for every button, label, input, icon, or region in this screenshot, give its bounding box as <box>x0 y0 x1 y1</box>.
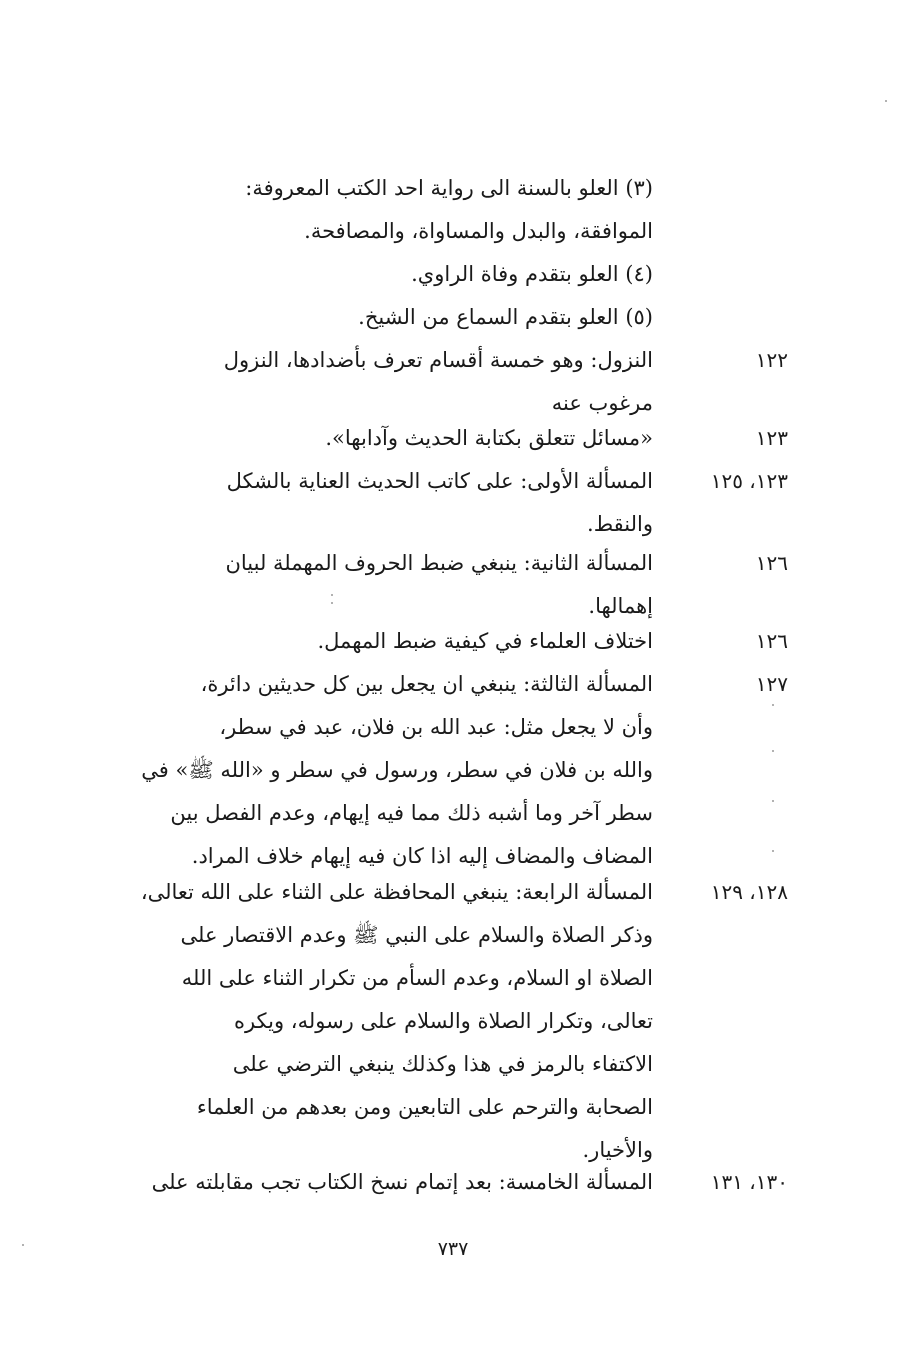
entry-text <box>118 620 653 663</box>
entry-line: المسألة الثالثة: ينبغي ان يجعل بين كل حديثين دائرة، <box>200 672 653 696</box>
scan-speck <box>772 850 774 852</box>
entry-line: المسألة الرابعة: ينبغي المحافظة على الثناء على الله تعالى، <box>140 880 653 904</box>
entry-number: ١٢٣ <box>755 426 788 450</box>
entry-line: المضاف والمضاف إليه اذا كان فيه إيهام خلاف المراد. <box>191 844 653 868</box>
entry-line: المسألة الخامسة: بعد إتمام نسخ الكتاب تجب مقابلته على <box>151 1170 653 1194</box>
entry-line: النزول: وهو خمسة أقسام تعرف بأضدادها، النزول <box>223 348 653 372</box>
entry-line: المسألة الثانية: ينبغي ضبط الحروف المهملة لبيان <box>225 551 653 575</box>
entry-line: إهمالها. <box>588 594 653 618</box>
entry-number: ١٢٣، ١٢٥ <box>710 469 788 493</box>
entry-line: وأن لا يجعل مثل: عبد الله بن فلان، عبد في سطر، <box>219 715 653 739</box>
entry-line: المسألة الأولى: على كاتب الحديث العناية بالشكل <box>226 469 653 493</box>
scan-speck <box>885 100 887 102</box>
scan-speck <box>331 602 333 604</box>
entry-line: اختلاف العلماء في كيفية ضبط المهمل. <box>317 629 653 653</box>
entry-line: (٤) العلو بتقدم وفاة الراوي. <box>411 262 653 286</box>
entry-line: الصلاة او السلام، وعدم السأم من تكرار الثناء على الله <box>181 966 653 990</box>
entry-text <box>118 253 653 296</box>
entry-text <box>118 417 653 460</box>
entry-line: (٣) العلو بالسنة الى رواية احد الكتب المعروفة: <box>245 176 653 200</box>
scan-speck <box>331 594 333 596</box>
scan-speck <box>772 750 774 752</box>
entry-text <box>118 296 653 339</box>
entry-number: ١٢٦ <box>755 629 788 653</box>
entry-number: ١٢٨، ١٢٩ <box>710 880 788 904</box>
entry-text <box>118 871 653 1172</box>
entry-text <box>118 663 653 878</box>
entry-text <box>118 339 653 425</box>
entry-line: الموافقة، والبدل والمساواة، والمصافحة. <box>304 219 653 243</box>
entry-line: الاكتفاء بالرمز في هذا وكذلك ينبغي الترضي على <box>232 1052 653 1076</box>
entry-number: ١٢٢ <box>755 348 788 372</box>
entry-number: ١٢٦ <box>755 551 788 575</box>
entry-text <box>118 167 653 253</box>
entry-line: سطر آخر وما أشبه ذلك مما فيه إيهام، وعدم الفصل بين <box>170 801 653 825</box>
entry-line: والأخيار. <box>582 1138 653 1162</box>
entry-line: وذكر الصلاة والسلام على النبي ﷺ وعدم الاقتصار على <box>180 923 653 947</box>
scan-speck <box>22 1244 24 1246</box>
entry-text <box>118 460 653 546</box>
page-number: ٧٣٧ <box>437 1238 469 1260</box>
scan-speck <box>772 704 774 706</box>
entry-line: مرغوب عنه <box>551 391 653 415</box>
entry-number: ١٣٠، ١٣١ <box>710 1170 788 1194</box>
entry-line: (٥) العلو بتقدم السماع من الشيخ. <box>358 305 653 329</box>
entry-text <box>118 542 653 628</box>
entry-line: «مسائل تتعلق بكتابة الحديث وآدابها». <box>325 426 653 450</box>
entry-line: والله بن فلان في سطر، ورسول في سطر و «الله ﷺ» في <box>141 758 653 782</box>
entry-text <box>118 1161 653 1204</box>
entry-line: والنقط. <box>587 512 653 536</box>
scan-speck <box>772 800 774 802</box>
entry-line: الصحابة والترحم على التابعين ومن بعدهم من العلماء <box>196 1095 653 1119</box>
entry-line: تعالى، وتكرار الصلاة والسلام على رسوله، ويكره <box>233 1009 653 1033</box>
entry-number: ١٢٧ <box>755 672 788 696</box>
